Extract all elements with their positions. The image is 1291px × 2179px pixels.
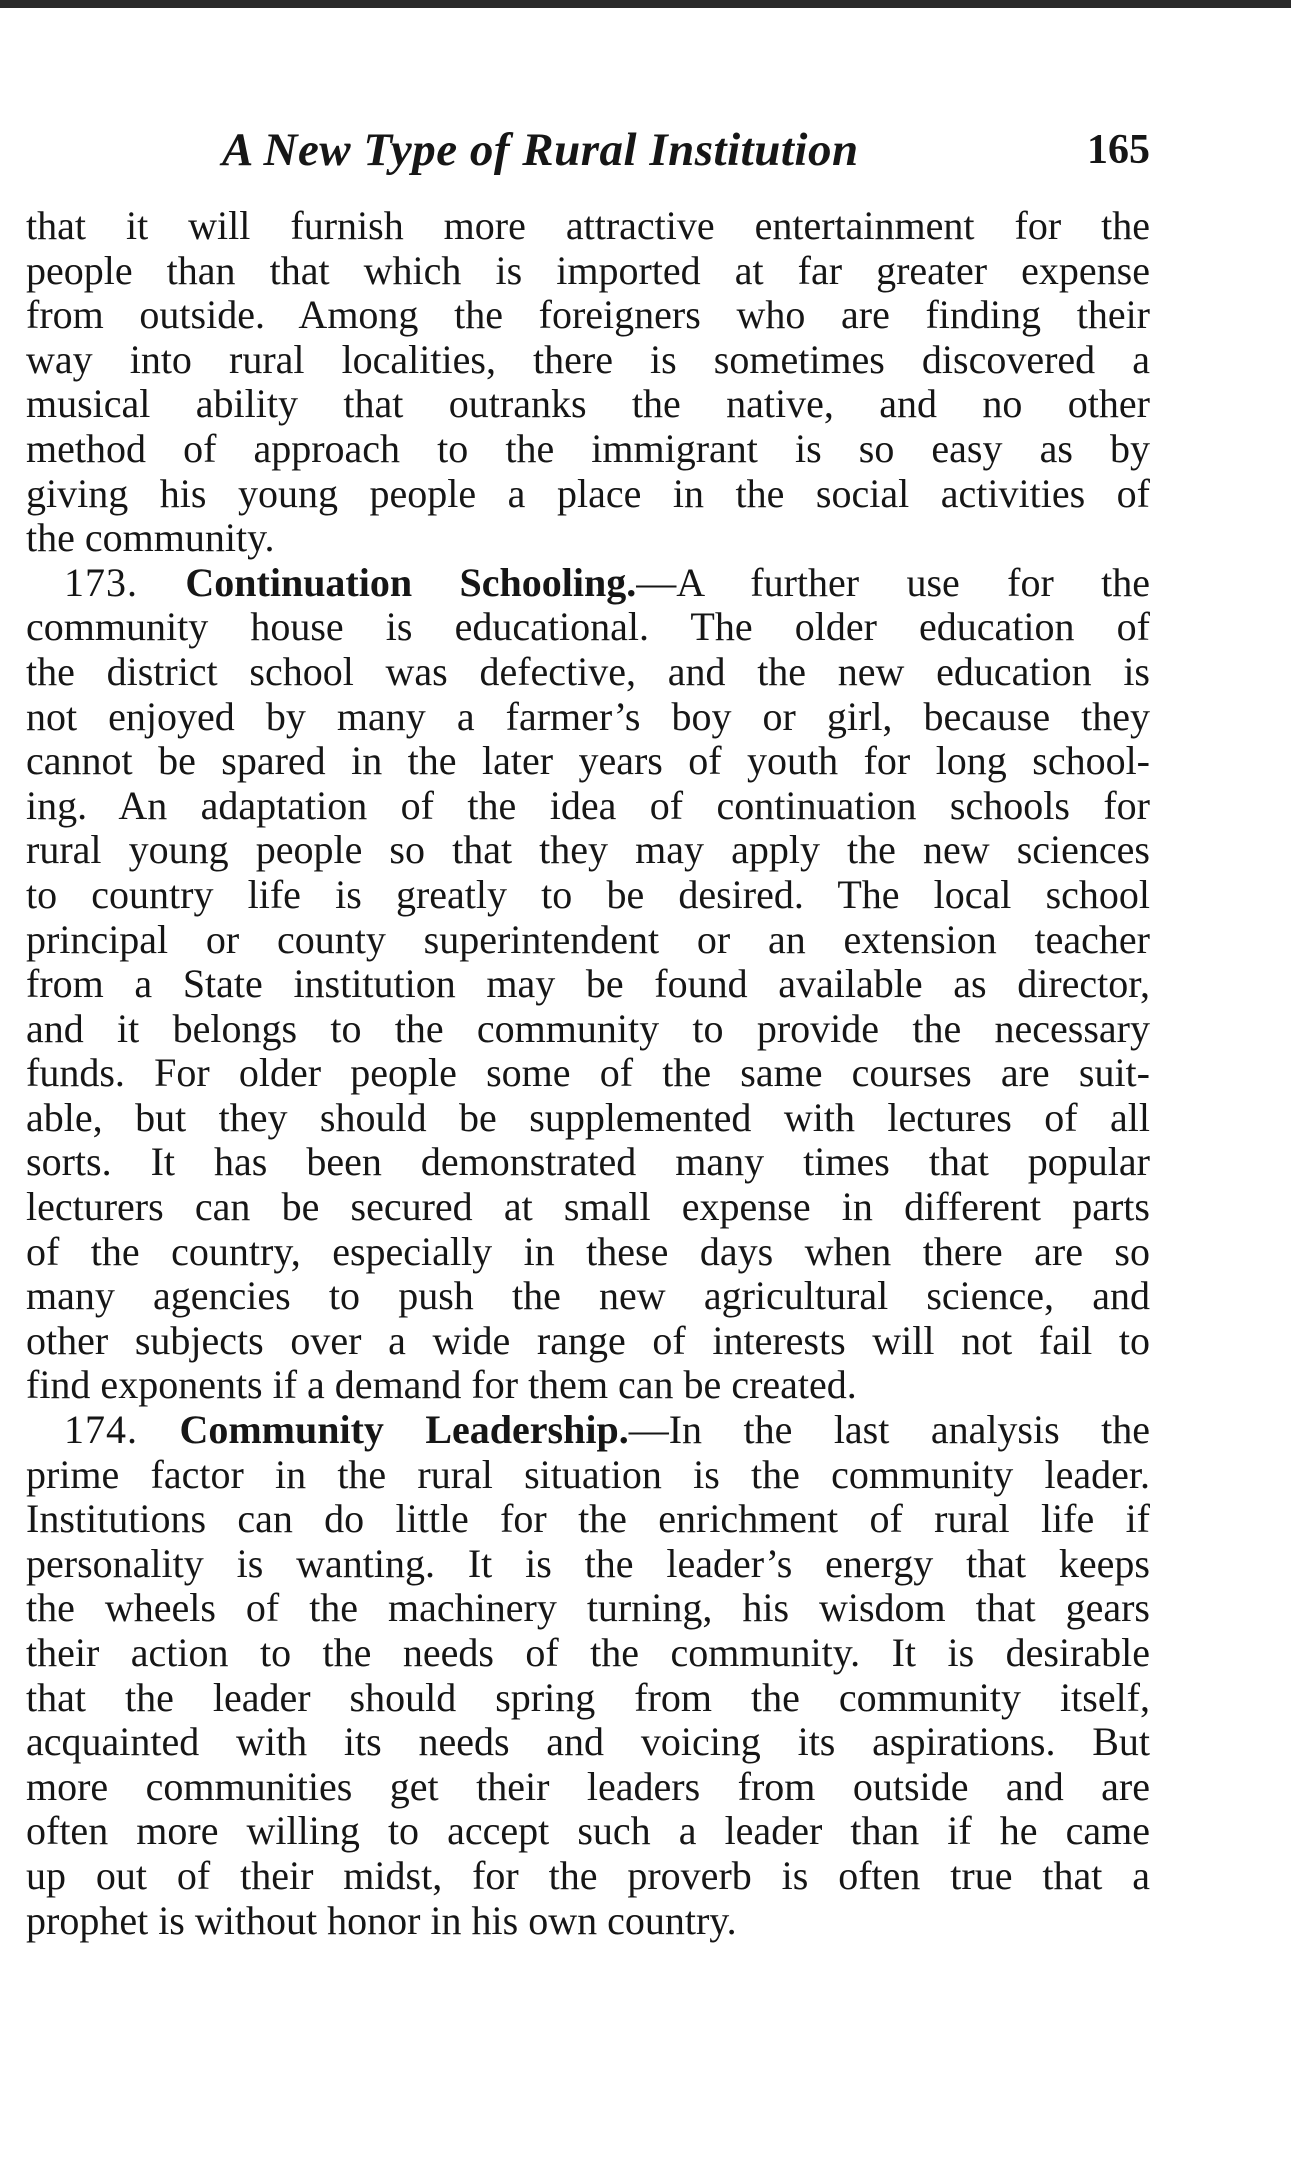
section-first-line-text: —A further use for the <box>636 559 1150 605</box>
section-number: 174. <box>64 1407 138 1453</box>
text-line: and it belongs to the community to provide the necessary <box>26 1005 1150 1051</box>
text-line: that it will furnish more attractive entertainment for the <box>26 203 1150 248</box>
text-line: community house is educational. The older education of <box>26 604 1150 650</box>
paragraph-continued <box>26 204 1150 561</box>
section-first-line <box>26 561 1150 606</box>
text-line: often more willing to accept such a leader than if he came <box>26 1808 1150 1854</box>
scan-top-edge <box>0 0 1291 8</box>
running-title: A New Type of Rural Institution <box>222 124 859 176</box>
text-line: ing. An adaptation of the idea of continuation schools for <box>26 782 1150 828</box>
text-line: find exponents if a demand for them can be created. <box>26 1362 857 1408</box>
text-line: funds. For older people some of the same courses are suit- <box>26 1050 1150 1096</box>
text-line: rural young people so that they may apply the new sciences <box>26 827 1150 873</box>
running-header <box>26 118 1150 182</box>
text-line: that the leader should spring from the community itself, <box>26 1674 1150 1720</box>
text-line: method of approach to the immigrant is so easy as by <box>26 425 1150 471</box>
text-line: prophet is without honor in his own country. <box>26 1897 737 1943</box>
text-line: from outside. Among the foreigners who are finding their <box>26 292 1150 338</box>
section-heading: Continuation Schooling. <box>185 559 637 605</box>
text-line: their action to the needs of the community. It is desirable <box>26 1630 1150 1675</box>
text-line: Institutions can do little for the enrichment of rural life if <box>26 1496 1150 1542</box>
section-heading: Community Leadership. <box>179 1407 629 1453</box>
text-line: prime factor in the rural situation is the community leader. <box>26 1451 1150 1497</box>
section-first-line <box>26 1408 1150 1453</box>
text-line: able, but they should be supplemented with lectures of all <box>26 1094 1150 1140</box>
section-first-line-text: —In the last analysis the <box>628 1407 1150 1453</box>
text-line: the district school was defective, and the new education is <box>26 648 1150 694</box>
text-line: up out of their midst, for the proverb is often true that a <box>26 1852 1150 1898</box>
text-line: to country life is greatly to be desired. The local school <box>26 871 1150 917</box>
text-line: not enjoyed by many a farmer’s boy or girl, because they <box>26 693 1150 739</box>
text-line: from a State institution may be found available as director, <box>26 961 1150 1007</box>
text-line: way into rural localities, there is sometimes discovered a <box>26 336 1150 382</box>
book-page <box>26 118 1150 1943</box>
text-line: cannot be spared in the later years of youth for long school- <box>26 738 1150 784</box>
text-line: musical ability that outranks the native, and no other <box>26 381 1150 427</box>
text-line: more communities get their leaders from outside and are <box>26 1763 1150 1809</box>
text-line: giving his young people a place in the social activities of <box>26 470 1150 516</box>
text-line: many agencies to push the new agricultural science, and <box>26 1273 1150 1319</box>
section-173 <box>26 561 1150 1408</box>
page-number: 165 <box>1087 127 1150 173</box>
text-line: the wheels of the machinery turning, his wisdom that gears <box>26 1585 1150 1631</box>
text-line: personality is wanting. It is the leader’s energy that keeps <box>26 1540 1150 1586</box>
text-line: people than that which is imported at far greater expense <box>26 247 1150 293</box>
text-line: principal or county superintendent or an extension teacher <box>26 916 1150 962</box>
text-line: the community. <box>26 515 275 561</box>
text-line: other subjects over a wide range of interests will not fail to <box>26 1317 1150 1363</box>
text-line: acquainted with its needs and voicing its aspirations. But <box>26 1719 1150 1765</box>
section-174 <box>26 1408 1150 1943</box>
section-number: 173. <box>64 559 138 605</box>
text-line: lecturers can be secured at small expense in different parts <box>26 1184 1150 1230</box>
text-line: sorts. It has been demonstrated many times that popular <box>26 1139 1150 1185</box>
text-line: of the country, especially in these days when there are so <box>26 1228 1150 1274</box>
